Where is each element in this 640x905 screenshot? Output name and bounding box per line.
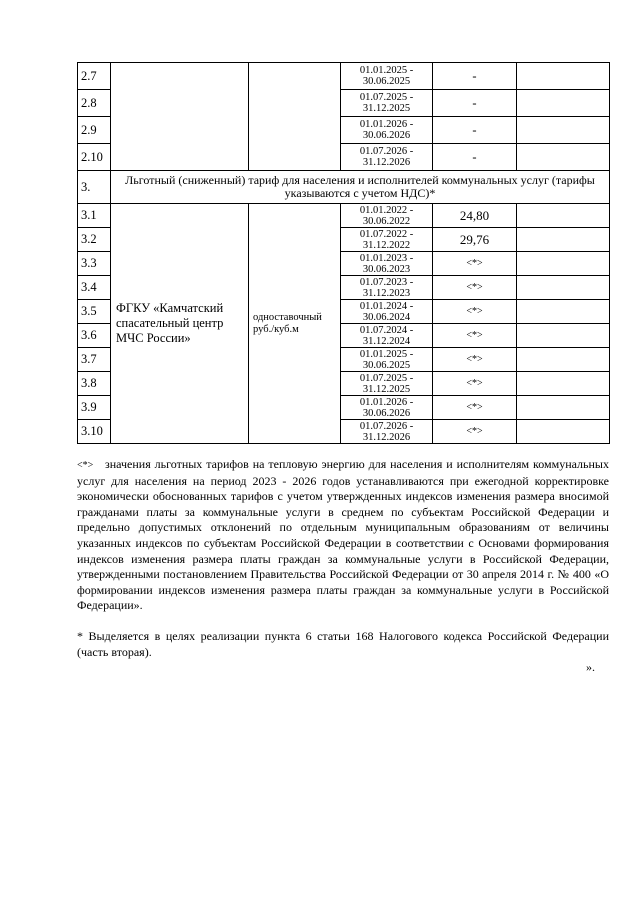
empty-cell [517,348,610,372]
tariff-value: <*> [433,396,517,420]
row-number: 2.10 [78,144,111,171]
row-number: 2.9 [78,117,111,144]
empty-cell [517,63,610,90]
row-number: 3.8 [78,372,111,396]
period-cell: 01.07.2022 - 31.12.2022 [341,228,433,252]
tariff-type: одноставочный руб./куб.м [249,204,341,444]
tariff-value: <*> [433,420,517,444]
tariff-type-cell-empty [249,63,341,171]
row-number: 3.3 [78,252,111,276]
empty-cell [517,396,610,420]
section-number: 3. [78,171,111,204]
row-number: 2.8 [78,90,111,117]
tariff-value: <*> [433,300,517,324]
table-row [78,204,610,228]
organization-cell-empty [111,63,249,171]
period-cell: 01.01.2025 - 30.06.2025 [341,348,433,372]
star-footnote [77,457,609,614]
period-cell: 01.01.2024 - 30.06.2024 [341,300,433,324]
empty-cell [517,276,610,300]
vat-footnote: * Выделяется в целях реализации пункта 6 статьи 168 Налогового кодекса Российской Федерации (часть вторая). [77,628,609,659]
tariff-value: - [433,144,517,171]
tariff-value: <*> [433,276,517,300]
period-cell: 01.07.2023 - 31.12.2023 [341,276,433,300]
tariff-value: <*> [433,348,517,372]
period-cell: 01.07.2025 - 31.12.2025 [341,90,433,117]
period-cell: 01.01.2023 - 30.06.2023 [341,252,433,276]
empty-cell [517,117,610,144]
tariff-value: <*> [433,372,517,396]
row-number: 3.2 [78,228,111,252]
period-cell: 01.07.2026 - 31.12.2026 [341,420,433,444]
tariff-value: - [433,90,517,117]
footnotes [77,457,609,676]
tariff-value: - [433,117,517,144]
empty-cell [517,420,610,444]
row-number: 3.5 [78,300,111,324]
tariff-value: 24,80 [433,204,517,228]
row-number: 3.7 [78,348,111,372]
empty-cell [517,252,610,276]
row-number: 3.1 [78,204,111,228]
empty-cell [517,228,610,252]
tariff-value: - [433,63,517,90]
section-title: Льготный (сниженный) тариф для населения и исполнителей коммунальных услуг (тарифы указываются с учетом НДС)* [111,171,610,204]
empty-cell [517,90,610,117]
period-cell: 01.07.2024 - 31.12.2024 [341,324,433,348]
period-cell: 01.01.2026 - 30.06.2026 [341,117,433,144]
table-row [78,63,610,90]
period-cell: 01.07.2025 - 31.12.2025 [341,372,433,396]
empty-cell [517,144,610,171]
row-number: 3.6 [78,324,111,348]
row-number: 3.4 [78,276,111,300]
row-number: 3.9 [78,396,111,420]
organization-name: ФГКУ «Камчатский спасательный центр МЧС России» [111,204,249,444]
empty-cell [517,324,610,348]
period-cell: 01.07.2026 - 31.12.2026 [341,144,433,171]
row-number: 2.7 [78,63,111,90]
empty-cell [517,372,610,396]
period-cell: 01.01.2022 - 30.06.2022 [341,204,433,228]
star-footnote-mark: <*> [77,460,94,471]
empty-cell [517,300,610,324]
period-cell: 01.01.2025 - 30.06.2025 [341,63,433,90]
tariff-value: <*> [433,324,517,348]
tariff-value: 29,76 [433,228,517,252]
star-footnote-text: значения льготных тарифов на тепловую энергию для населения и исполнителям коммунальных услуг для населения на период 2023 - 2026 годов устанавливаются при ежегодной корректировке экономически обоснованных тарифов с учетом утвержденных индексов изменения размера вносимой гражданами платы за коммунальные услуги в среднем по субъектам Российской Федерации и предельно допустимых отклонений по отдельным муниципальным образованиям от величины указанных индексов по субъектам Российской Федерации в соответствии с Основами формирования индексов изменения размера платы граждан за коммунальные услуги в Российской Федерации, утвержденными постановлением Правительства Российской Федерации от 30 апреля 2014 г. № 400 «О формировании индексов изменения размера платы граждан за коммунальные услуги в Российской Федерации». [77,457,609,613]
tariff-table [77,62,610,444]
period-cell: 01.01.2026 - 30.06.2026 [341,396,433,420]
row-number: 3.10 [78,420,111,444]
tariff-value: <*> [433,252,517,276]
empty-cell [517,204,610,228]
closing-quote: ». [586,660,595,675]
section-header-row [78,171,610,204]
